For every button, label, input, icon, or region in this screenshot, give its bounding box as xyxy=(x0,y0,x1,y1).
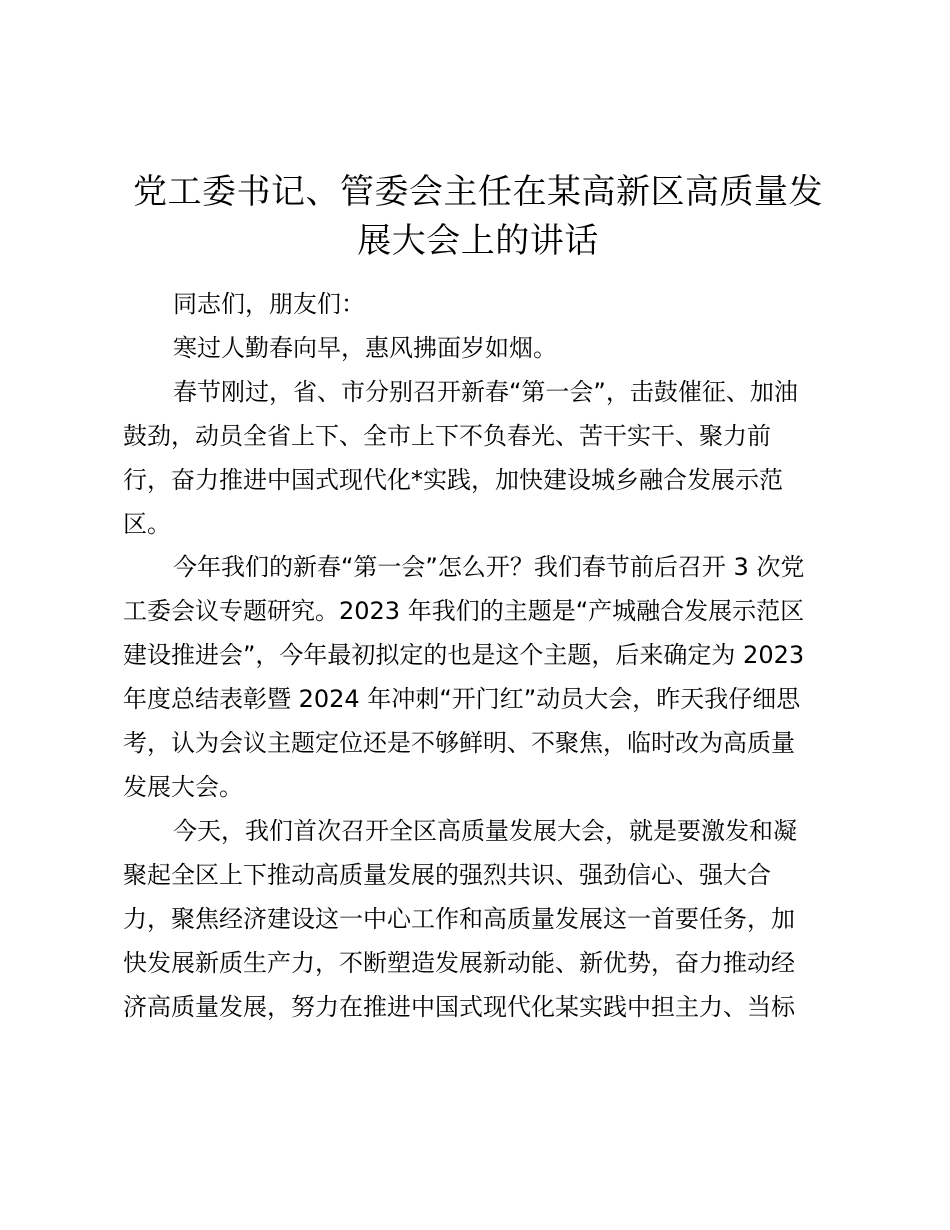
paragraph-line: 区。 xyxy=(123,509,171,538)
paragraph-line: 力，聚焦经济建设这一中心工作和高质量发展这一首要任务，加 xyxy=(123,904,795,933)
paragraph-line: 发展大会。 xyxy=(123,772,243,801)
paragraph-line: 聚起全区上下推动高质量发展的强烈共识、强劲信心、强大合 xyxy=(123,860,771,889)
paragraph-line: 今天，我们首次召开全区高质量发展大会，就是要激发和凝 xyxy=(173,816,797,845)
paragraph-line: 春节刚过，省、市分别召开新春“第一会”，击鼓催征、加油 xyxy=(173,377,798,406)
paragraph-line: 鼓劲，动员全省上下、全市上下不负春光、苦干实干、聚力前 xyxy=(123,421,771,450)
paragraph-line: 考，认为会议主题定位还是不够鲜明、不聚焦，临时改为高质量 xyxy=(123,729,795,758)
paragraph-line: 快发展新质生产力，不断塑造发展新动能、新优势，奋力推动经 xyxy=(123,948,795,977)
body-paragraph xyxy=(123,810,828,1030)
paragraph-line: 今年我们的新春“第一会”怎么开？我们春节前后召开 3 次党 xyxy=(173,553,805,582)
paragraph-line: 寒过人勤春向早，惠风拂面岁如烟。 xyxy=(173,333,557,362)
salutation-paragraph xyxy=(123,283,828,327)
paragraph-line: 工委会议专题研究。2023 年我们的主题是“产城融合发展示范区 xyxy=(123,597,805,626)
document-title xyxy=(120,168,836,266)
opening-couplet-paragraph xyxy=(123,327,828,371)
paragraph-line: 建设推进会”，今年最初拟定的也是这个主题，后来确定为 2023 xyxy=(123,641,805,670)
body-paragraph xyxy=(123,546,828,809)
paragraph-line: 行，奋力推进中国式现代化*实践，加快建设城乡融合发展示范 xyxy=(123,465,783,494)
body-paragraph xyxy=(123,371,828,547)
document-body xyxy=(123,283,828,1029)
title-line: 党工委书记、管委会主任在某高新区高质量发 xyxy=(133,172,823,212)
paragraph-line: 济高质量发展，努力在推进中国式现代化某实践中担主力、当标 xyxy=(123,992,795,1021)
paragraph-line: 同志们，朋友们： xyxy=(173,290,365,318)
paragraph-line: 年度总结表彰暨 2024 年冲刺“开门红”动员大会，昨天我仔细思 xyxy=(123,685,801,714)
title-line: 展大会上的讲话 xyxy=(357,221,599,261)
